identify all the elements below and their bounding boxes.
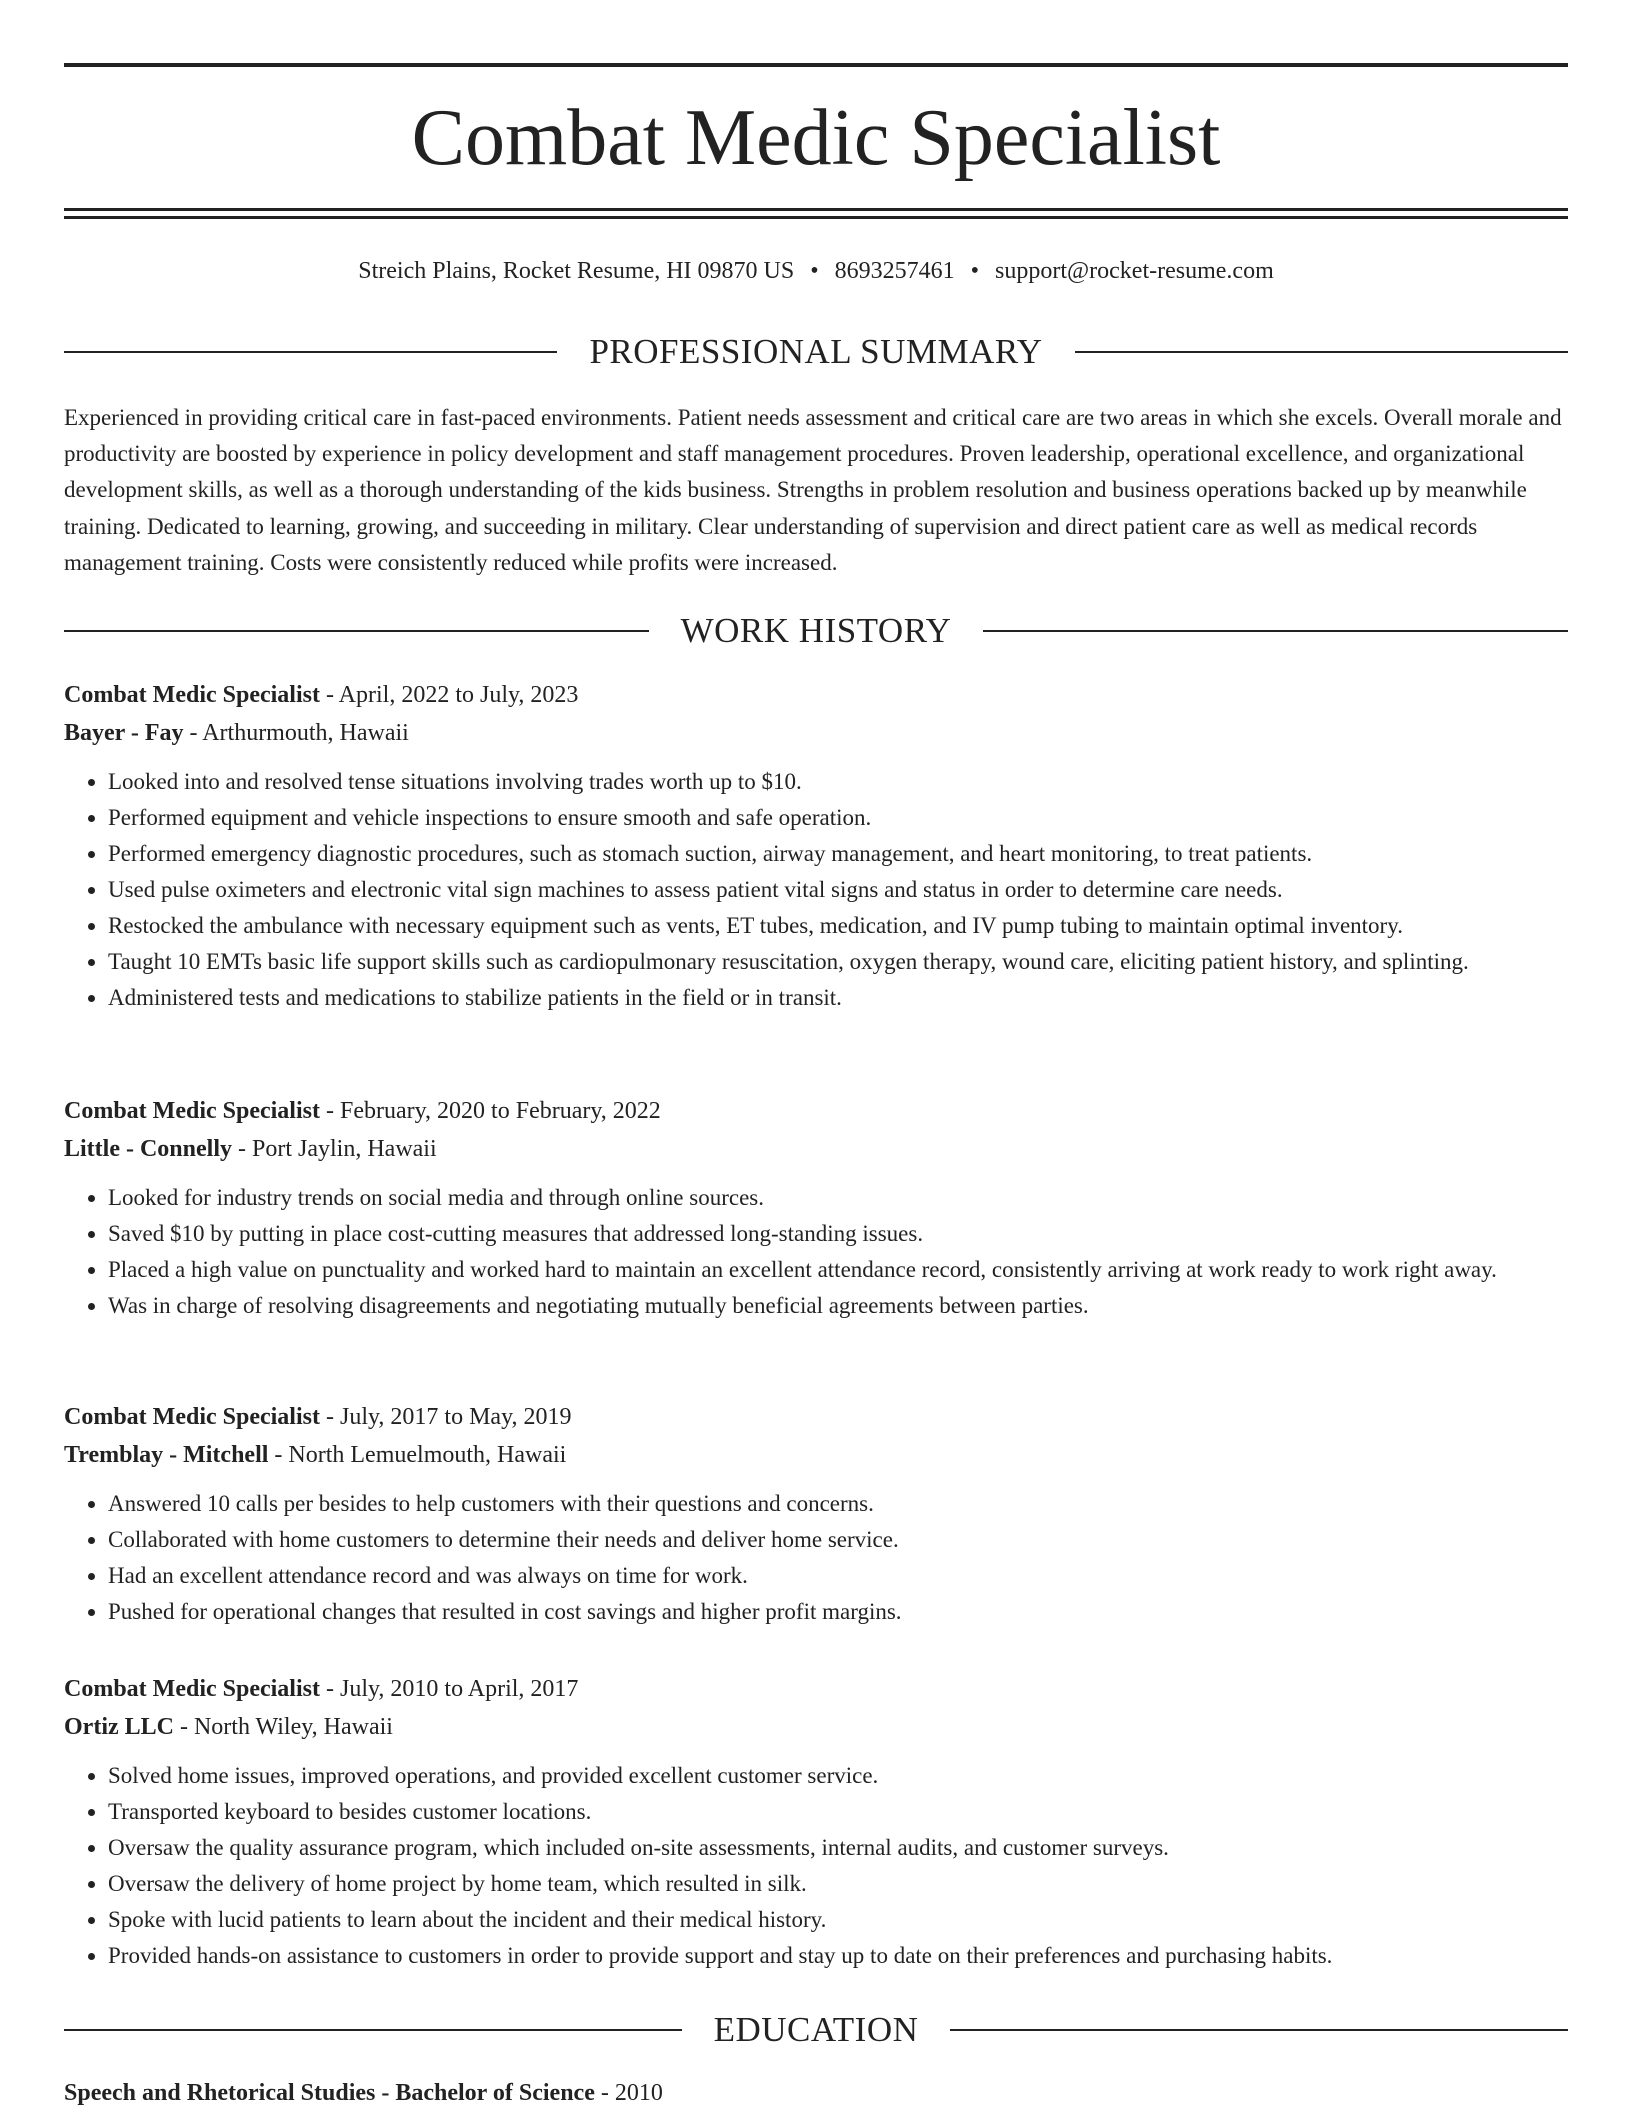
job-dates: - February, 2020 to February, 2022	[319, 1098, 661, 1124]
education-degree: Speech and Rhetorical Studies - Bachelor of Science	[64, 2080, 595, 2106]
job-company: Tremblay - Mitchell	[64, 1442, 269, 1468]
section-rule	[950, 2029, 1568, 2031]
job-title-line	[64, 1092, 1568, 1130]
section-heading-education	[64, 2008, 1568, 2052]
job-bullet: • Performed equipment and vehicle inspections to ensure smooth and safe operation.	[108, 800, 1568, 836]
job-company-line	[64, 714, 1568, 752]
job-bullet: • Pushed for operational changes that resulted in cost savings and higher profit margins.	[108, 1594, 1568, 1630]
job-bullet: • Collaborated with home customers to determine their needs and deliver home service.	[108, 1522, 1568, 1558]
job-location: - Arthurmouth, Hawaii	[183, 720, 409, 746]
header-double-rule-lower	[64, 216, 1568, 219]
job-entry	[64, 1398, 1568, 1630]
top-rule	[64, 63, 1568, 67]
section-rule	[1075, 351, 1568, 353]
job-entry	[64, 676, 1568, 1016]
job-dates: - July, 2017 to May, 2019	[319, 1404, 572, 1430]
contact-phone: 8693257461	[834, 258, 955, 284]
resume-name: Combat Medic Specialist	[411, 94, 1221, 182]
section-title: EDUCATION	[713, 2010, 919, 2049]
contact-line	[64, 254, 1568, 288]
section-rule	[64, 630, 649, 632]
summary-text: Experienced in providing critical care in fast-paced environments. Patient needs assessment and critical care are two areas in which she excels. Overall morale and productivity are boosted by experience in policy development and staff management procedures. Proven leadership, operational excellence, and organizational development skills, as well as a thorough understanding of the kids business. Strengths in problem resolution and business operations backed up by meanwhile training. Dedicated to learning, growing, and succeeding in military. Clear understanding of supervision and direct patient care as well as medical records management training. Costs were consistently reduced while profits were increased.	[64, 405, 1562, 575]
section-rule	[64, 351, 557, 353]
job-entry	[64, 1092, 1568, 1324]
job-company-line	[64, 1130, 1568, 1168]
job-bullets	[64, 764, 1568, 1016]
education-year: - 2010	[594, 2080, 663, 2106]
job-bullet: • Looked for industry trends on social media and through online sources.	[108, 1180, 1568, 1216]
job-company-line	[64, 1708, 1568, 1746]
job-bullet: • Administered tests and medications to stabilize patients in the field or in transit.	[108, 980, 1568, 1016]
job-bullet: • Had an excellent attendance record and was always on time for work.	[108, 1558, 1568, 1594]
job-bullet: • Transported keyboard to besides customer locations.	[108, 1794, 1568, 1830]
contact-separator: •	[970, 258, 980, 284]
job-dates: - July, 2010 to April, 2017	[319, 1676, 579, 1702]
job-bullets	[64, 1180, 1568, 1324]
job-company: Little - Connelly	[64, 1136, 232, 1162]
job-location: - North Wiley, Hawaii	[173, 1714, 393, 1740]
header-double-rule-upper	[64, 208, 1568, 211]
contact-address: Streich Plains, Rocket Resume, HI 09870 US	[358, 258, 795, 284]
job-title-line	[64, 676, 1568, 714]
job-company: Ortiz LLC	[64, 1714, 174, 1740]
job-title: Combat Medic Specialist	[64, 1098, 320, 1124]
job-company-line	[64, 1436, 1568, 1474]
job-bullet: • Performed emergency diagnostic procedures, such as stomach suction, airway management, and heart monitoring, to treat patients.	[108, 836, 1568, 872]
job-title: Combat Medic Specialist	[64, 682, 320, 708]
job-title: Combat Medic Specialist	[64, 1676, 320, 1702]
section-title: PROFESSIONAL SUMMARY	[589, 332, 1043, 371]
education-entry	[64, 2074, 1568, 2112]
job-bullet: • Answered 10 calls per besides to help customers with their questions and concerns.	[108, 1486, 1568, 1522]
contact-email: support@rocket-resume.com	[995, 258, 1274, 284]
job-bullets	[64, 1758, 1568, 1974]
job-bullet: • Was in charge of resolving disagreements and negotiating mutually beneficial agreements between parties.	[108, 1288, 1568, 1324]
section-heading-summary	[64, 330, 1568, 374]
job-title-line	[64, 1398, 1568, 1436]
contact-separator: •	[810, 258, 819, 284]
job-company: Bayer - Fay	[64, 720, 184, 746]
job-dates: - April, 2022 to July, 2023	[319, 682, 579, 708]
job-bullets	[64, 1486, 1568, 1630]
job-location: - North Lemuelmouth, Hawaii	[268, 1442, 567, 1468]
section-rule	[983, 630, 1568, 632]
job-bullet: • Restocked the ambulance with necessary equipment such as vents, ET tubes, medication, and IV pump tubing to maintain optimal inventory.	[108, 908, 1568, 944]
job-bullet: • Saved $10 by putting in place cost-cutting measures that addressed long-standing issues.	[108, 1216, 1568, 1252]
job-bullet: • Solved home issues, improved operations, and provided excellent customer service.	[108, 1758, 1568, 1794]
job-bullet: • Spoke with lucid patients to learn about the incident and their medical history.	[108, 1902, 1568, 1938]
job-bullet: • Taught 10 EMTs basic life support skills such as cardiopulmonary resuscitation, oxygen therapy, wound care, eliciting patient history, and splinting.	[108, 944, 1568, 980]
job-bullet: • Provided hands-on assistance to customers in order to provide support and stay up to date on their preferences and purchasing habits.	[108, 1938, 1568, 1974]
job-bullet: • Oversaw the delivery of home project by home team, which resulted in silk.	[108, 1866, 1568, 1902]
job-title-line	[64, 1670, 1568, 1708]
job-entry	[64, 1670, 1568, 1974]
job-location: - Port Jaylin, Hawaii	[232, 1136, 437, 1162]
section-heading-work	[64, 609, 1568, 653]
job-bullet: • Oversaw the quality assurance program, which included on-site assessments, internal audits, and customer surveys.	[108, 1830, 1568, 1866]
job-title: Combat Medic Specialist	[64, 1404, 320, 1430]
job-bullet: • Looked into and resolved tense situations involving trades worth up to $10.	[108, 764, 1568, 800]
section-rule	[64, 2029, 682, 2031]
job-bullet: • Used pulse oximeters and electronic vital sign machines to assess patient vital signs and status in order to determine care needs.	[108, 872, 1568, 908]
section-title: WORK HISTORY	[680, 611, 952, 650]
job-bullet: • Placed a high value on punctuality and worked hard to maintain an excellent attendance record, consistently arriving at work ready to work right away.	[108, 1252, 1568, 1288]
